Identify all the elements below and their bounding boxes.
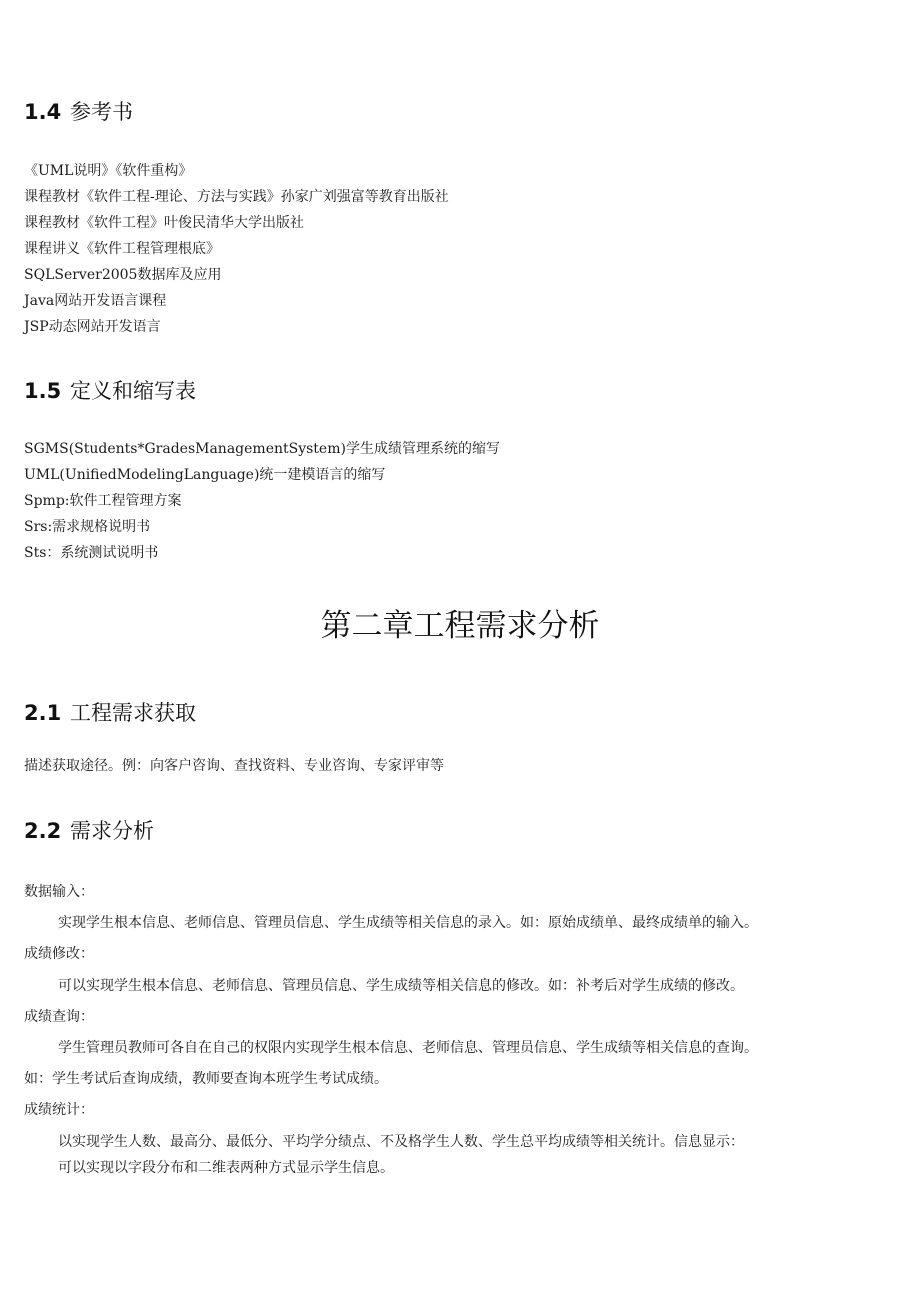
section-heading-1-4	[24, 99, 133, 125]
section-number: 1.4	[24, 100, 62, 124]
reference-item: 课程讲义《软件工程管理根底》	[24, 241, 220, 257]
section-number: 2.1	[24, 701, 62, 725]
query-paragraph-continuation: 如：学生考试后查询成绩，教师要查询本班学生考试成绩。	[24, 1071, 388, 1087]
section-heading-1-5	[24, 378, 196, 404]
reference-item: SQLServer2005数据库及应用	[24, 267, 222, 283]
chapter-title: 第二章工程需求分析	[320, 608, 600, 644]
modify-paragraph: 可以实现学生根本信息、老师信息、管理员信息、学生成绩等相关信息的修改。如：补考后对学生成绩的修改。	[58, 978, 744, 994]
query-paragraph: 学生管理员教师可各自在自己的权限内实现学生根本信息、老师信息、管理员信息、学生成绩等相关信息的查询。	[58, 1040, 758, 1056]
stats-paragraph: 以实现学生人数、最高分、最低分、平均学分绩点、不及格学生人数、学生总平均成绩等相关统计。信息显示：	[58, 1134, 744, 1150]
acquisition-paragraph: 描述获取途径。例：向客户咨询、查找资料、专业咨询、专家评审等	[24, 758, 444, 774]
reference-item: JSP动态网站开发语言	[24, 319, 161, 335]
definition-item: SGMS(Students*GradesManagementSystem)学生成绩管理系统的缩写	[24, 441, 500, 457]
reference-item: 课程教材《软件工程》叶俊民清华大学出版社	[24, 215, 304, 231]
section-heading-2-1	[24, 700, 196, 726]
display-paragraph: 可以实现以字段分布和二维表两种方式显示学生信息。	[58, 1160, 394, 1176]
query-label: 成绩查询：	[24, 1009, 94, 1025]
modify-label: 成绩修改：	[24, 946, 94, 962]
section-number: 2.2	[24, 819, 62, 843]
section-title: 需求分析	[70, 819, 154, 843]
definition-item: Srs:需求规格说明书	[24, 519, 151, 535]
reference-item: 《UML说明》《软件重构》	[24, 163, 193, 179]
definition-item: Spmp:软件工程管理方案	[24, 493, 182, 509]
reference-item: Java网站开发语言课程	[24, 293, 167, 309]
section-title: 参考书	[70, 100, 133, 124]
input-paragraph: 实现学生根本信息、老师信息、管理员信息、学生成绩等相关信息的录入。如：原始成绩单、最终成绩单的输入。	[58, 915, 758, 931]
stats-label: 成绩统计：	[24, 1102, 94, 1118]
section-title: 工程需求获取	[70, 701, 196, 725]
definition-item: UML(UnifiedModelingLanguage)统一建模语言的缩写	[24, 467, 386, 483]
input-label: 数据输入：	[24, 884, 94, 900]
reference-item: 课程教材《软件工程-理论、方法与实践》孙家广刘强富等教育出版社	[24, 189, 449, 205]
section-heading-2-2	[24, 818, 154, 844]
definition-item: Sts：系统测试说明书	[24, 545, 159, 561]
section-title: 定义和缩写表	[70, 379, 196, 403]
section-number: 1.5	[24, 379, 62, 403]
